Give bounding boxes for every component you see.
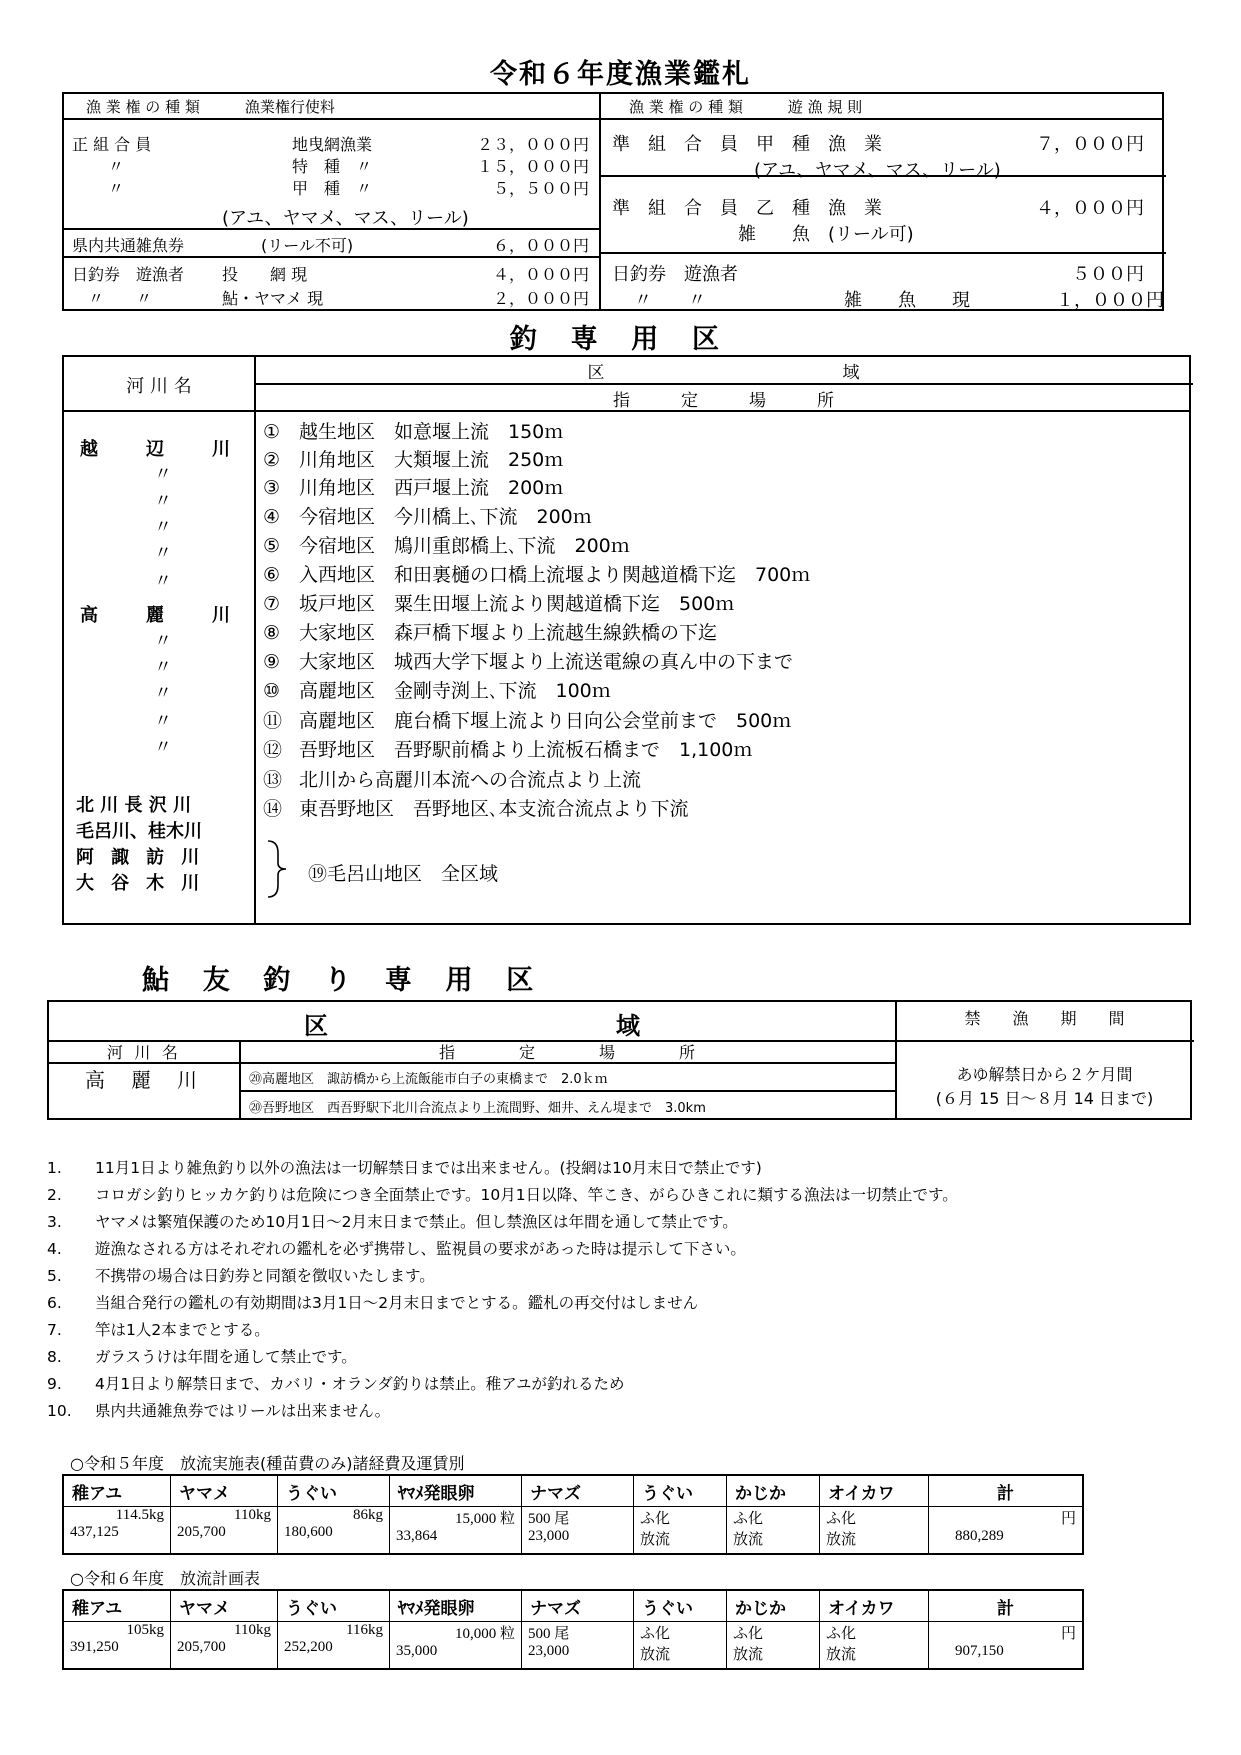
moroyama-site: ⑲毛呂山地区 全区域 <box>308 863 499 885</box>
fee-right-day2: 〃 〃 <box>634 290 706 311</box>
col-header: 稚アユ <box>63 1590 171 1622</box>
col-header: うぐい <box>634 1590 727 1622</box>
tsuri-title: 釣 専 用 区 <box>509 324 732 355</box>
river-otani: 大 谷 木 川 <box>76 873 205 894</box>
fee-right-price: ７，０００円 <box>1036 134 1144 155</box>
note-item: 1. 11月1日より雑魚釣り以外の漁法は一切解禁日までは出来ません。(投網は10月末日で禁止です) <box>47 1159 762 1177</box>
fee-left-header: 漁 業 権 の 種 類 漁業権行使料 <box>86 98 335 116</box>
col-site-header: 指 定 場 所 <box>613 391 834 411</box>
ayu-area-header: 区 域 <box>304 1012 640 1040</box>
fee-day-a: 〃 〃 <box>88 289 153 308</box>
fee-day-b: 投 網 現 <box>222 265 308 284</box>
col-header: ナマズ <box>522 1475 634 1507</box>
fee-row-a: 正 組 合 員 <box>72 135 152 154</box>
table-cell: 116kg 252,200 <box>278 1622 390 1670</box>
col-header: オイカワ <box>820 1590 929 1622</box>
fee-right-row: 準 組 合 員 乙 種 漁 業 <box>612 198 882 219</box>
table-cell: 15,000 粒 33,864 <box>390 1507 522 1555</box>
river-oppe: 越 辺 川 <box>80 439 230 460</box>
table-cell: 円 880,289 <box>929 1507 1084 1555</box>
ayu-ban-1: あゆ解禁日から２ケ月間 <box>956 1065 1133 1084</box>
note-item: 9. 4月1日より解禁日まで、カバリ・オランダ釣りは禁止。稚アユが釣れるため <box>47 1375 625 1393</box>
table-cell: ふ化 放流 <box>727 1622 820 1670</box>
ditto-mark: 〃 <box>154 464 172 485</box>
table-cell: 500 尾 23,000 <box>522 1507 634 1555</box>
site-item: ⑭ 東吾野地区 吾野地区､本支流合流点より下流 <box>263 798 689 820</box>
fee-day-c: ２，０００円 <box>492 289 589 308</box>
site-item: ⑬ 北川から高麗川本流への合流点より上流 <box>263 769 642 791</box>
fee-row-b: 地曳網漁業 <box>292 135 373 154</box>
site-item: ⑫ 吾野地区 吾野駅前橋より上流板石橋まで 1,100ｍ <box>263 739 753 761</box>
ayu-ban-2: (６月 15 日～８月 14 日まで) <box>935 1089 1154 1108</box>
divider <box>64 256 599 258</box>
table-cell: 500 尾 23,000 <box>522 1622 634 1670</box>
fee-right-header: 漁 業 権 の 種 類 遊 漁 規 則 <box>629 98 863 116</box>
fee-row-a: 〃 <box>108 179 125 198</box>
col-header: かじか <box>727 1590 820 1622</box>
divider <box>64 118 1162 120</box>
river-koma: 高 麗 川 <box>80 605 230 626</box>
col-area-header: 区 域 <box>587 363 860 383</box>
fee-right-day: 日釣券 遊漁者 <box>612 264 738 285</box>
river-kitagawa: 北 川 長 沢 川 <box>76 795 192 816</box>
col-header: ﾔﾏﾒ発眼卵 <box>390 1475 522 1507</box>
table-cell: 105kg 391,250 <box>63 1622 171 1670</box>
ayu-river: 高 麗 川 <box>85 1068 200 1092</box>
divider <box>254 357 256 923</box>
col-header: ナマズ <box>522 1590 634 1622</box>
ayu-site-1: ⑳高麗地区 諏訪橋から上流飯能市白子の東橋まで 2.0ｋｍ <box>249 1072 608 1087</box>
river-abu: 阿 諏 訪 川 <box>76 847 205 868</box>
col-header: 稚アユ <box>63 1475 171 1507</box>
page-title: 令和６年度漁業鑑札 <box>490 59 751 90</box>
table-cell: 円 907,150 <box>929 1622 1084 1670</box>
fee-row-c: ５，５００円 <box>492 179 589 198</box>
fee-left-note: (アユ、ヤマメ、マス、リール) <box>222 208 469 229</box>
note-item: 7. 竿は1人2本までとする。 <box>47 1321 270 1339</box>
col-header: ヤマメ <box>171 1590 278 1622</box>
col-header: うぐい <box>278 1590 390 1622</box>
fee-right-day-price: ５００円 <box>1072 264 1144 285</box>
fee-right-row: 準 組 合 員 甲 種 漁 業 <box>612 134 882 155</box>
divider <box>599 252 1166 254</box>
fee-row-b: 甲 種 〃 <box>292 179 373 198</box>
col-header: オイカワ <box>820 1475 929 1507</box>
ayu-site-header: 指 定 場 所 <box>438 1043 695 1062</box>
stock5-title: ○令和５年度 放流実施表(種苗費のみ)諸経費及運賃別 <box>70 1454 465 1473</box>
site-item: ⑥ 入西地区 和田裏樋の口橋上流堰より関越道橋下迄 700ｍ <box>263 564 811 586</box>
site-item: ⑨ 大家地区 城西大学下堰より上流送電線の真ん中の下まで <box>263 651 794 673</box>
table-cell: ふ化 放流 <box>634 1622 727 1670</box>
ditto-mark: 〃 <box>154 657 172 678</box>
note-item: 5. 不携帯の場合は日釣券と同額を徴収いたします。 <box>47 1267 435 1285</box>
divider <box>239 1090 895 1092</box>
fee-day-a: 日釣券 遊漁者 <box>72 265 185 284</box>
note-item: 3. ヤマメは繁殖保護のため10月1日～2月末日まで禁止。但し禁漁区は年間を通して禁止です。 <box>47 1213 738 1231</box>
table-cell: 110kg 205,700 <box>171 1507 278 1555</box>
ayu-table <box>47 1000 1192 1120</box>
fee-zako: 雑 魚 (リール可) <box>738 224 914 245</box>
site-item: ⑩ 高麗地区 金剛寺渕上､下流 100ｍ <box>263 680 611 702</box>
table-cell: ふ化 放流 <box>727 1507 820 1555</box>
col-header: ﾔﾏﾒ発眼卵 <box>390 1590 522 1622</box>
fee-day-c: ４，０００円 <box>492 265 589 284</box>
fee-common-c: ６，０００円 <box>492 236 589 255</box>
ayu-site-2: ⑳吾野地区 西吾野駅下北川合流点より上流間野、畑井、えん堤まで 3.0km <box>249 1101 706 1116</box>
ditto-mark: 〃 <box>154 631 172 652</box>
site-item: ④ 今宿地区 今川橋上､下流 200ｍ <box>263 506 592 528</box>
note-item: 10. 県内共通雑魚券ではリールは出来ません。 <box>47 1402 391 1420</box>
ditto-mark: 〃 <box>154 737 172 758</box>
ditto-mark: 〃 <box>154 517 172 538</box>
fee-right-price: ４，０００円 <box>1036 198 1144 219</box>
site-item: ② 川角地区 大類堰上流 250ｍ <box>263 449 564 471</box>
col-river-header: 河 川 名 <box>126 376 192 397</box>
site-item: ⑪ 高麗地区 鹿台橋下堰上流より日向公会堂前まで 500ｍ <box>263 710 792 732</box>
note-item: 8. ガラスうけは年間を通して禁止です。 <box>47 1348 357 1366</box>
col-header: 計 <box>929 1475 1084 1507</box>
fee-right-note: (アユ、ヤマメ、マス、リール) <box>754 160 1001 181</box>
river-moro: 毛呂川、桂木川 <box>76 821 202 842</box>
note-item: 6. 当組合発行の鑑札の有効期間は3月1日～2月末日までとする。鑑札の再交付はしません <box>47 1294 699 1312</box>
table-cell: 10,000 粒 35,000 <box>390 1622 522 1670</box>
site-item: ③ 川角地区 西戸堰上流 200ｍ <box>263 477 564 499</box>
table-cell: 114.5kg 437,125 <box>63 1507 171 1555</box>
col-header: うぐい <box>634 1475 727 1507</box>
table-cell: 110kg 205,700 <box>171 1622 278 1670</box>
col-header: 計 <box>929 1590 1084 1622</box>
fee-right-day2-b: 雑 魚 現 <box>844 290 970 311</box>
fee-row-c: ２３，０００円 <box>476 135 589 154</box>
fee-table <box>62 92 1164 311</box>
table-cell: ふ化 放流 <box>820 1507 929 1555</box>
note-item: 4. 遊漁なされる方はそれぞれの鑑札を必ず携帯し、監視員の要求があった時は提示して下さい。 <box>47 1240 746 1258</box>
ayu-ban-header: 禁 漁 期 間 <box>964 1009 1125 1028</box>
ditto-mark: 〃 <box>154 711 172 732</box>
tsuri-table <box>62 355 1191 925</box>
fee-day-b: 鮎・ヤマメ 現 <box>222 289 324 308</box>
table-cell: 86kg 180,600 <box>278 1507 390 1555</box>
fee-right-day2-price: １，０００円 <box>1056 290 1164 311</box>
fee-common-b: (リール不可) <box>261 236 354 255</box>
table-cell: ふ化 放流 <box>634 1507 727 1555</box>
col-header: うぐい <box>278 1475 390 1507</box>
note-item: 2. コロガシ釣りヒッカケ釣りは危険につき全面禁止です。10月1日以降、竿こき、がらひきこれに類する漁法は一切禁止です。 <box>47 1186 958 1204</box>
table-cell: ふ化 放流 <box>820 1622 929 1670</box>
fee-row-c: １５，０００円 <box>476 157 589 176</box>
site-item: ⑤ 今宿地区 鳩川重郎橋上､下流 200ｍ <box>263 535 630 557</box>
ayu-title: 鮎 友 釣 り 専 用 区 <box>142 965 546 996</box>
stock5-table <box>62 1474 1084 1555</box>
divider <box>895 1040 1194 1042</box>
brace-icon <box>264 839 294 899</box>
ditto-mark: 〃 <box>154 571 172 592</box>
stock6-title: ○令和６年度 放流計画表 <box>70 1569 260 1588</box>
ayu-river-header: 河 川 名 <box>106 1043 182 1062</box>
site-item: ① 越生地区 如意堰上流 150ｍ <box>263 421 564 443</box>
fee-row-b: 特 種 〃 <box>292 157 373 176</box>
divider <box>254 383 1193 385</box>
site-item: ⑦ 坂戸地区 粟生田堰上流より関越道橋下迄 500ｍ <box>263 593 735 615</box>
site-item: ⑧ 大家地区 森戸橋下堰より上流越生線鉄橋の下迄 <box>263 622 718 644</box>
stock6-table <box>62 1589 1084 1670</box>
fee-row-a: 〃 <box>108 157 125 176</box>
ditto-mark: 〃 <box>154 683 172 704</box>
col-header: かじか <box>727 1475 820 1507</box>
fee-common-a: 県内共通雑魚券 <box>72 236 185 255</box>
col-header: ヤマメ <box>171 1475 278 1507</box>
ditto-mark: 〃 <box>154 491 172 512</box>
ditto-mark: 〃 <box>154 543 172 564</box>
divider <box>599 94 601 309</box>
